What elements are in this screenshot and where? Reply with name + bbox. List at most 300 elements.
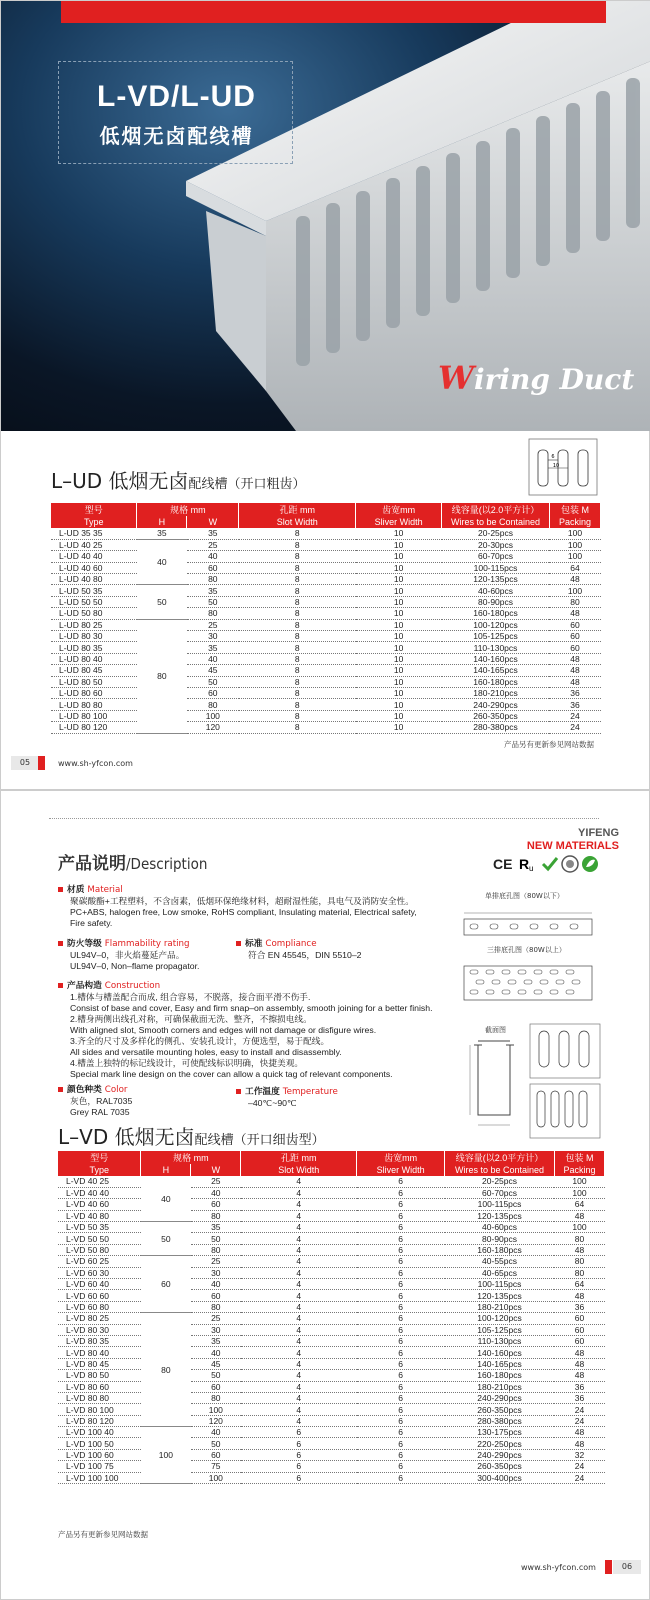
cell-sliver: 6 <box>357 1210 445 1221</box>
cell-slot: 4 <box>241 1222 357 1233</box>
cell-pack: 48 <box>549 574 600 585</box>
cell-w: 35 <box>187 642 239 653</box>
th-spec: 规格 mm <box>137 503 239 516</box>
material-en-1: PC+ABS, halogen free, Low smoke, RoHS compliant, Insulating material, Electrical safety, <box>70 907 417 917</box>
cell-sliver: 10 <box>356 699 442 710</box>
cell-sliver: 6 <box>357 1347 445 1358</box>
green-leaf-icon <box>581 855 599 873</box>
th2-type-cn: 型号 <box>58 1151 141 1164</box>
cell-slot: 8 <box>239 608 356 619</box>
cell-pack: 36 <box>554 1301 604 1312</box>
cell-slot: 8 <box>239 710 356 721</box>
cell-wires: 300-400pcs <box>445 1472 555 1483</box>
lud-spec-table <box>51 503 601 734</box>
cell-wires: 240-290pcs <box>442 699 550 710</box>
lvd-title-big: L–VD 低烟无卤 <box>58 1125 195 1149</box>
cell-pack: 60 <box>549 619 600 630</box>
cell-wires: 110-130pcs <box>445 1335 555 1346</box>
cell-h-group: 80 <box>141 1313 191 1427</box>
cell-sliver: 6 <box>357 1381 445 1392</box>
cell-type: L-VD 100 40 <box>58 1427 141 1438</box>
table-row <box>58 1233 605 1244</box>
table-row <box>58 1290 605 1301</box>
cell-pack: 100 <box>549 585 600 596</box>
cell-type: L-UD 80 60 <box>51 687 137 698</box>
cell-slot: 4 <box>241 1279 357 1290</box>
wiring-duct-badge <box>438 359 634 397</box>
cell-type: L-VD 80 80 <box>58 1392 141 1403</box>
cell-h-group: 40 <box>141 1176 191 1222</box>
cell-sliver: 6 <box>357 1256 445 1267</box>
cell-slot: 6 <box>241 1438 357 1449</box>
cell-wires: 110-130pcs <box>442 642 550 653</box>
table-row <box>51 642 601 653</box>
triple-row-hole-diagram <box>456 956 596 1014</box>
flame-en: UL94V–0, Non–flame propagator. <box>70 961 200 971</box>
cell-w: 30 <box>191 1324 241 1335</box>
cell-pack: 24 <box>549 722 600 733</box>
table-row <box>51 687 601 698</box>
table-row <box>51 585 601 596</box>
cell-sliver: 10 <box>356 539 442 550</box>
cell-w: 100 <box>191 1404 241 1415</box>
th-wires-en: Wires to be Contained <box>442 516 550 528</box>
material-en-2: Fire safety. <box>70 918 113 928</box>
cell-wires: 180-210pcs <box>445 1381 555 1392</box>
cell-slot: 6 <box>241 1427 357 1438</box>
cons-line-2: Consist of base and cover, Easy and firm snap–on assembly, smooth joining for a better finish. <box>70 1003 433 1013</box>
color-block: 颜色种类 Color 灰色，RAL7035 Grey RAL 7035 <box>58 1085 238 1118</box>
page-marker-2 <box>605 1560 612 1574</box>
cell-slot: 4 <box>241 1290 357 1301</box>
table-row <box>58 1222 605 1233</box>
cell-slot: 4 <box>241 1267 357 1278</box>
lud-title-small: 配线槽（开口粗齿） <box>188 477 306 492</box>
cell-slot: 4 <box>241 1199 357 1210</box>
hero-banner <box>1 1 650 431</box>
cell-h-group: 100 <box>141 1427 191 1484</box>
lud-section-title <box>51 465 306 494</box>
cell-type: L-VD 50 50 <box>58 1233 141 1244</box>
th-sliver-en: Sliver Width <box>356 516 442 528</box>
slot-dimension-diagram <box>528 438 598 496</box>
material-block: 材质 Material 聚碳酸酯+工程塑料，不含卤素，低烟环保绝缘材料，超耐湿性能，具电气及消防安全性。 PC+ABS, halogen free, Low smoke, RoHS compliant, Insulating material, Electrical safety, Fire safety. <box>58 885 458 929</box>
cell-pack: 48 <box>554 1370 604 1381</box>
cell-w: 100 <box>187 710 239 721</box>
cell-w: 80 <box>191 1392 241 1403</box>
badge-rest: iring Duct <box>473 363 635 396</box>
compliance-block: 标准 Compliance 符合 EN 45545，DIN 5510–2 <box>236 939 416 961</box>
badge-initial: W <box>438 359 474 397</box>
cell-type: L-UD 50 80 <box>51 608 137 619</box>
cell-wires: 100-115pcs <box>445 1279 555 1290</box>
footnote-website-2: 产品另有更新参见网站数据 <box>58 1530 148 1539</box>
cell-slot: 8 <box>239 653 356 664</box>
table-row <box>51 699 601 710</box>
lvd-section-title <box>58 1121 325 1150</box>
cell-pack: 80 <box>549 596 600 607</box>
cell-h-group: 50 <box>137 585 187 619</box>
table-row <box>51 574 601 585</box>
cell-type: L-UD 80 30 <box>51 631 137 642</box>
cell-type: L-VD 100 60 <box>58 1449 141 1460</box>
cell-slot: 4 <box>241 1370 357 1381</box>
cell-slot: 4 <box>241 1415 357 1426</box>
table-row <box>58 1187 605 1198</box>
cell-wires: 120-135pcs <box>442 574 550 585</box>
th2-slot-cn: 孔距 mm <box>241 1151 357 1164</box>
cell-slot: 4 <box>241 1244 357 1255</box>
cell-pack: 48 <box>554 1347 604 1358</box>
cell-h-group: 40 <box>137 539 187 585</box>
cell-type: L-UD 80 50 <box>51 676 137 687</box>
desc-title-cn: 产品说明 <box>58 854 126 874</box>
cell-w: 40 <box>191 1279 241 1290</box>
single-row-hole-diagram <box>456 901 596 943</box>
table-row <box>58 1381 605 1392</box>
cell-w: 80 <box>187 608 239 619</box>
table-row <box>58 1256 605 1267</box>
table-row <box>58 1427 605 1438</box>
cell-w: 25 <box>187 539 239 550</box>
cell-wires: 40-65pcs <box>445 1267 555 1278</box>
rohs-seal-icon <box>561 855 579 873</box>
single-row-caption: 单排底孔图（80W以下） <box>485 892 564 900</box>
table-row <box>58 1438 605 1449</box>
th2-spec: 规格 mm <box>141 1151 241 1164</box>
cell-wires: 280-380pcs <box>442 722 550 733</box>
cell-sliver: 6 <box>357 1233 445 1244</box>
cell-sliver: 6 <box>357 1449 445 1460</box>
cell-wires: 160-180pcs <box>445 1370 555 1381</box>
table-row <box>58 1392 605 1403</box>
cell-slot: 4 <box>241 1392 357 1403</box>
cell-pack: 24 <box>554 1415 604 1426</box>
table-row <box>51 710 601 721</box>
table-row <box>58 1347 605 1358</box>
cell-pack: 48 <box>554 1438 604 1449</box>
cell-w: 60 <box>191 1449 241 1460</box>
lvd-table-body <box>58 1176 605 1484</box>
cell-type: L-VD 80 120 <box>58 1415 141 1426</box>
cell-slot: 8 <box>239 687 356 698</box>
cell-sliver: 10 <box>356 585 442 596</box>
slot-detail-diagram-b <box>529 1083 601 1139</box>
cell-type: L-VD 60 80 <box>58 1301 141 1312</box>
cell-wires: 60-70pcs <box>445 1187 555 1198</box>
cell-slot: 4 <box>241 1210 357 1221</box>
cell-type: L-UD 40 80 <box>51 574 137 585</box>
cell-type: L-VD 40 80 <box>58 1210 141 1221</box>
cell-slot: 8 <box>239 539 356 550</box>
cell-sliver: 6 <box>357 1370 445 1381</box>
cross-section-diagram <box>464 1035 524 1135</box>
cell-w: 50 <box>191 1233 241 1244</box>
cell-sliver: 10 <box>356 665 442 676</box>
cell-wires: 160-180pcs <box>442 608 550 619</box>
cell-sliver: 6 <box>357 1301 445 1312</box>
lvd-title-small: 配线槽（开口细齿型） <box>194 1133 325 1148</box>
cell-wires: 120-135pcs <box>445 1210 555 1221</box>
cell-slot: 8 <box>239 528 356 539</box>
page-number-2: 06 <box>613 1560 641 1574</box>
cell-type: L-VD 80 30 <box>58 1324 141 1335</box>
cell-w: 50 <box>191 1438 241 1449</box>
cell-wires: 20-25pcs <box>442 528 550 539</box>
table-row <box>51 631 601 642</box>
cell-slot: 6 <box>241 1449 357 1460</box>
cell-w: 40 <box>187 653 239 664</box>
table-row <box>51 539 601 550</box>
cell-w: 60 <box>187 687 239 698</box>
cell-type: L-VD 60 25 <box>58 1256 141 1267</box>
cell-slot: 4 <box>241 1404 357 1415</box>
cell-pack: 100 <box>554 1187 604 1198</box>
cell-pack: 64 <box>554 1199 604 1210</box>
table-row <box>58 1324 605 1335</box>
construction-block: 产品构造 Construction 1.槽体与槽盖配合而成, 组合容易，不脱落，接合面平滑不伤手. Consist of base and cover, Easy and firm snap–on assembly, smooth joining for a better finish. 2.槽身两侧出线孔对称，可确保截面无洗、整齐，不擦损电线。 With aligned slot, Smooth corners and edges will not damage or disfigure wires. 3.齐全的尺寸及多样化的侧孔、安装孔设计，方便选型，易于配线。 All sides and versatile mounting holes, easy to install and disassembly. 4.槽盖上独特的标记线设计，可使配线标识明确，快捷美观。 Special mark line design on the cover can allow a quick tag of relevant components. <box>58 981 458 1080</box>
cell-w: 50 <box>187 596 239 607</box>
material-cn: 聚碳酸酯+工程塑料，不含卤素，低烟环保绝缘材料，超耐湿性能，具电气及消防安全性。 <box>70 896 414 906</box>
cell-slot: 4 <box>241 1335 357 1346</box>
cell-pack: 60 <box>549 642 600 653</box>
cell-sliver: 6 <box>357 1313 445 1324</box>
cell-pack: 36 <box>554 1392 604 1403</box>
cell-sliver: 6 <box>357 1279 445 1290</box>
th-wires-cn: 线容量(以2.0平方计） <box>442 503 550 516</box>
cell-type: L-UD 35 35 <box>51 528 137 539</box>
cell-w: 80 <box>191 1301 241 1312</box>
brand-subtitle: NEW MATERIALS <box>526 840 619 852</box>
cell-pack: 48 <box>554 1358 604 1369</box>
cell-pack: 32 <box>554 1449 604 1460</box>
cell-sliver: 6 <box>357 1267 445 1278</box>
table-row <box>58 1244 605 1255</box>
cell-w: 120 <box>191 1415 241 1426</box>
table-row <box>58 1370 605 1381</box>
cell-pack: 24 <box>554 1472 604 1483</box>
cell-h-group: 35 <box>137 528 187 539</box>
slot-detail-diagram-a <box>529 1023 601 1079</box>
cell-wires: 240-290pcs <box>445 1392 555 1403</box>
cell-pack: 36 <box>549 687 600 698</box>
cell-type: L-UD 80 45 <box>51 665 137 676</box>
cell-sliver: 6 <box>357 1222 445 1233</box>
cell-w: 25 <box>191 1176 241 1187</box>
table-row <box>58 1472 605 1483</box>
cell-pack: 80 <box>554 1267 604 1278</box>
cell-wires: 100-115pcs <box>445 1199 555 1210</box>
table-row <box>51 596 601 607</box>
cell-type: L-VD 100 75 <box>58 1461 141 1472</box>
cell-wires: 140-165pcs <box>442 665 550 676</box>
cell-w: 80 <box>191 1210 241 1221</box>
cell-wires: 105-125pcs <box>442 631 550 642</box>
cell-w: 40 <box>187 551 239 562</box>
top-red-bar <box>61 1 606 23</box>
cell-wires: 80-90pcs <box>445 1233 555 1244</box>
footnote-website: 产品另有更新参见网站数据 <box>504 740 594 749</box>
cell-pack: 60 <box>554 1335 604 1346</box>
cell-w: 50 <box>187 676 239 687</box>
cell-sliver: 10 <box>356 596 442 607</box>
cell-sliver: 6 <box>357 1290 445 1301</box>
cons-line-1: 1.槽体与槽盖配合而成, 组合容易，不脱落，接合面平滑不伤手. <box>70 992 311 1002</box>
cell-pack: 48 <box>554 1427 604 1438</box>
cell-sliver: 10 <box>356 528 442 539</box>
cell-type: L-UD 80 35 <box>51 642 137 653</box>
th-slot-en: Slot Width <box>239 516 356 528</box>
cell-wires: 180-210pcs <box>442 687 550 698</box>
cell-sliver: 6 <box>357 1244 445 1255</box>
cell-w: 75 <box>191 1461 241 1472</box>
cell-slot: 8 <box>239 665 356 676</box>
top-divider <box>49 818 599 819</box>
cell-slot: 4 <box>241 1313 357 1324</box>
cell-w: 35 <box>191 1222 241 1233</box>
description-title <box>58 849 207 874</box>
cell-slot: 4 <box>241 1256 357 1267</box>
cell-slot: 4 <box>241 1233 357 1244</box>
cell-sliver: 6 <box>357 1324 445 1335</box>
cell-w: 35 <box>191 1335 241 1346</box>
cell-wires: 260-350pcs <box>445 1461 555 1472</box>
cell-sliver: 10 <box>356 551 442 562</box>
catalog-page-05 <box>0 0 650 790</box>
cell-pack: 48 <box>554 1290 604 1301</box>
cell-w: 60 <box>191 1381 241 1392</box>
cell-type: L-UD 80 80 <box>51 699 137 710</box>
cell-pack: 64 <box>549 562 600 573</box>
cell-type: L-VD 100 50 <box>58 1438 141 1449</box>
temperature-block: 工作温度 Temperature –40℃~90℃ <box>236 1087 416 1109</box>
color-en: Grey RAL 7035 <box>70 1107 130 1117</box>
cell-slot: 8 <box>239 642 356 653</box>
cell-slot: 4 <box>241 1187 357 1198</box>
cell-pack: 24 <box>554 1461 604 1472</box>
th-type-en: Type <box>51 516 137 528</box>
cell-type: L-VD 80 35 <box>58 1335 141 1346</box>
footer-url[interactable]: www.sh-yfcon.com <box>58 759 133 768</box>
cell-sliver: 6 <box>357 1472 445 1483</box>
flammability-block: 防火等级 Flammability rating UL94V–0，非火焰蔓延产品。 UL94V–0, Non–flame propagator. <box>58 939 238 972</box>
cell-sliver: 6 <box>357 1427 445 1438</box>
cell-type: L-VD 60 40 <box>58 1279 141 1290</box>
cell-wires: 280-380pcs <box>445 1415 555 1426</box>
cell-type: L-VD 80 40 <box>58 1347 141 1358</box>
table-row <box>58 1176 605 1187</box>
cell-wires: 20-25pcs <box>445 1176 555 1187</box>
th2-slot-en: Slot Width <box>241 1164 357 1176</box>
svg-text:R: R <box>519 856 530 872</box>
th-sliver-cn: 齿宽mm <box>356 503 442 516</box>
cell-wires: 260-350pcs <box>445 1404 555 1415</box>
cell-sliver: 10 <box>356 710 442 721</box>
cell-wires: 240-290pcs <box>445 1449 555 1460</box>
cell-slot: 4 <box>241 1347 357 1358</box>
color-cn: 灰色，RAL7035 <box>70 1096 133 1106</box>
cell-slot: 8 <box>239 631 356 642</box>
cons-line-5: 3.齐全的尺寸及多样化的侧孔、安装孔设计，方便选型，易于配线。 <box>70 1036 330 1046</box>
table-row <box>58 1449 605 1460</box>
cell-pack: 60 <box>554 1324 604 1335</box>
cell-type: L-UD 80 120 <box>51 722 137 733</box>
cell-sliver: 6 <box>357 1187 445 1198</box>
cell-h-group: 80 <box>137 619 187 733</box>
th-pack-cn: 包装 M <box>549 503 600 516</box>
th2-pack-cn: 包装 M <box>554 1151 604 1164</box>
table-row <box>51 665 601 676</box>
triple-row-caption: 三排底孔图（80W以上） <box>487 946 566 954</box>
cell-sliver: 6 <box>357 1415 445 1426</box>
cons-line-3: 2.槽身两侧出线孔对称，可确保截面无洗、整齐，不擦损电线。 <box>70 1014 312 1024</box>
cell-slot: 4 <box>241 1176 357 1187</box>
cell-w: 30 <box>191 1267 241 1278</box>
hero-title-cn: 低烟无卤配线槽 <box>99 124 254 148</box>
th2-h: H <box>141 1164 191 1176</box>
cell-type: L-UD 40 40 <box>51 551 137 562</box>
th2-sliver-cn: 齿宽mm <box>357 1151 445 1164</box>
cell-pack: 36 <box>549 699 600 710</box>
cell-pack: 80 <box>554 1233 604 1244</box>
cell-wires: 40-60pcs <box>445 1222 555 1233</box>
page-marker <box>38 756 45 770</box>
cons-line-8: Special mark line design on the cover can allow a quick tag of relevant components. <box>70 1069 393 1079</box>
cell-wires: 105-125pcs <box>445 1324 555 1335</box>
cell-w: 25 <box>191 1256 241 1267</box>
cell-sliver: 6 <box>357 1358 445 1369</box>
cell-wires: 60-70pcs <box>442 551 550 562</box>
table-row <box>58 1313 605 1324</box>
cell-type: L-VD 40 25 <box>58 1176 141 1187</box>
cons-line-6: All sides and versatile mounting holes, easy to install and disassembly. <box>70 1047 342 1057</box>
cell-sliver: 10 <box>356 574 442 585</box>
th2-wires-cn: 线容量(以2.0平方计） <box>445 1151 555 1164</box>
cell-wires: 100-120pcs <box>445 1313 555 1324</box>
cell-type: L-VD 60 60 <box>58 1290 141 1301</box>
table-row <box>51 551 601 562</box>
cons-line-4: With aligned slot, Smooth corners and edges will not damage or disfigure wires. <box>70 1025 377 1035</box>
lud-title-big: L–UD 低烟无卤 <box>51 469 189 493</box>
cell-w: 60 <box>187 562 239 573</box>
th2-wires-en: Wires to be Contained <box>445 1164 555 1176</box>
table-row <box>51 619 601 630</box>
cell-slot: 6 <box>241 1472 357 1483</box>
ce-mark-icon: CE <box>493 856 513 872</box>
th-h: H <box>137 516 187 528</box>
cell-w: 35 <box>187 585 239 596</box>
cell-type: L-VD 80 100 <box>58 1404 141 1415</box>
cell-sliver: 10 <box>356 687 442 698</box>
cell-slot: 4 <box>241 1324 357 1335</box>
cell-pack: 60 <box>549 631 600 642</box>
th-w: W <box>187 516 239 528</box>
cell-type: L-UD 40 25 <box>51 539 137 550</box>
cell-wires: 120-135pcs <box>445 1290 555 1301</box>
cell-sliver: 6 <box>357 1199 445 1210</box>
cell-sliver: 6 <box>357 1404 445 1415</box>
cell-w: 35 <box>187 528 239 539</box>
th-pack-en: Packing <box>549 516 600 528</box>
th-type-cn: 型号 <box>51 503 137 516</box>
footer-url-2[interactable]: www.sh-yfcon.com <box>521 1563 596 1572</box>
table-row <box>58 1279 605 1290</box>
table-row <box>58 1358 605 1369</box>
cell-type: L-UD 80 25 <box>51 619 137 630</box>
cell-type: L-UD 80 100 <box>51 710 137 721</box>
table-row <box>58 1415 605 1426</box>
cell-slot: 8 <box>239 574 356 585</box>
